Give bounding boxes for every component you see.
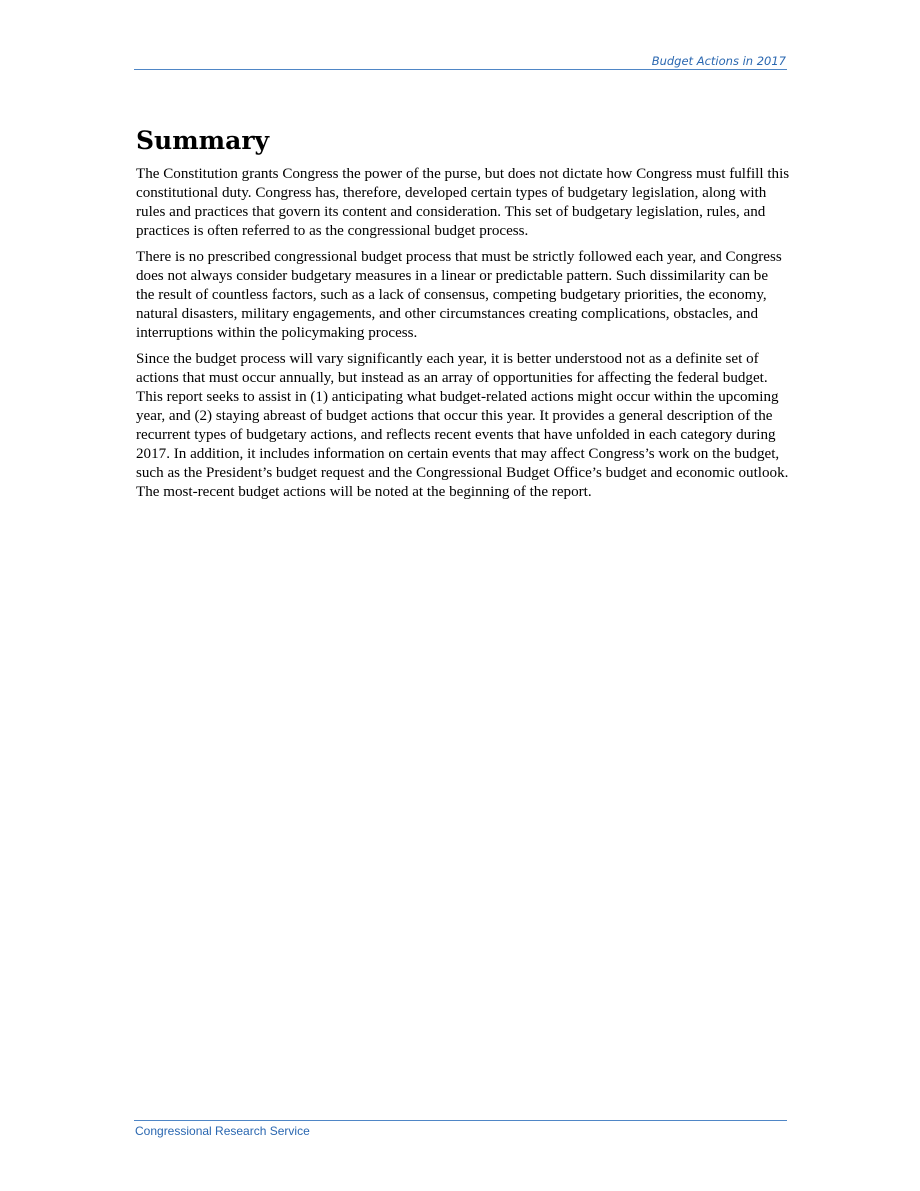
running-header-title: Budget Actions in 2017 [651, 54, 786, 68]
summary-paragraph-2: There is no prescribed congressional budget process that must be strictly followed each year, and Congress does not always consider budgetary measures in a linear or predictable pattern. Such dissimilarity can be the result of countless factors, such as a lack of consensus, competing budgetary priorities, the economy, natural disasters, military engagements, and other circumstances creating complications, obstacles, and interruptions within the policymaking process. [136, 249, 782, 341]
footer-organization: Congressional Research Service [135, 1124, 310, 1138]
summary-section [136, 124, 790, 509]
summary-paragraph-1: The Constitution grants Congress the power of the purse, but does not dictate how Congress must fulfill this constitutional duty. Congress has, therefore, developed certain types of budgetary legislation, along with rules and practices that govern its content and consideration. This set of budgetary legislation, rules, and practices is often referred to as the congressional budget process. [136, 166, 790, 239]
section-title: Summary [136, 126, 270, 155]
running-footer [134, 1120, 787, 1139]
summary-paragraph-3: Since the budget process will vary significantly each year, it is better understood not as a definite set of actions that must occur annually, but instead as an array of opportunities for affecting the federal budget. This report seeks to assist in (1) anticipating what budget-related actions might occur within the upcoming year, and (2) staying abreast of budget actions that occur this year. It provides a general description of the recurrent types of budgetary actions, and reflects recent events that have unfolded in each category during 2017. In addition, it includes information on certain events that may affect Congress’s work on the budget, such as the President’s budget request and the Congressional Budget Office’s budget and economic outlook. The most-recent budget actions will be noted at the beginning of the report. [136, 351, 789, 500]
running-header [134, 54, 787, 70]
